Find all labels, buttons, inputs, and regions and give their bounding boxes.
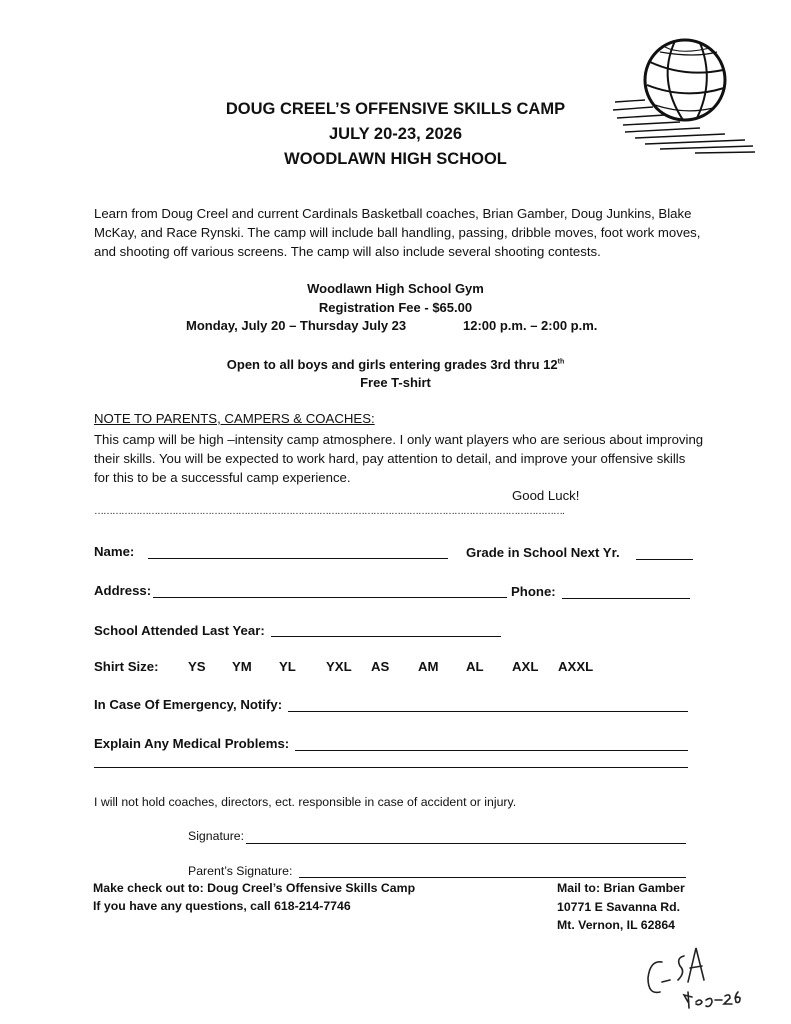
good-luck: Good Luck!	[512, 488, 580, 503]
shirt-size-ym[interactable]: YM	[232, 659, 252, 674]
shirt-size-axl[interactable]: AXL	[512, 659, 539, 674]
address-field[interactable]	[153, 597, 507, 598]
check-payable-line: Make check out to: Doug Creel’s Offensive Skills Camp	[93, 881, 416, 895]
shirt-size-yxl[interactable]: YXL	[326, 659, 352, 674]
grade-label: Grade in School Next Yr.	[466, 545, 620, 560]
intro-paragraph: Learn from Doug Creel and current Cardinals Basketball coaches, Brian Gamber, Doug Junkins, Blake McKay, and Race Rynski. The camp will include ball handling, passing, dribble moves, foot work moves, and shooting off various screens. The camp will also include several shooting contests.	[94, 206, 701, 259]
eligibility-text: Open to all boys and girls entering grades 3rd thru 12	[226, 357, 558, 372]
note-body: This camp will be high –intensity camp atmosphere. I only want players who are serious about improving their skills. You will be expected to work hard, pay attention to detail, and improve your offensive skills for this to be a successful camp experience.	[94, 432, 704, 485]
shirt-size-am[interactable]: AM	[418, 659, 439, 674]
camp-time-range: 12:00 p.m. – 2:00 p.m.	[463, 318, 598, 333]
shirt-size-axxl[interactable]: AXXL	[558, 659, 594, 674]
eligibility-line	[0, 357, 791, 372]
shirt-size-label: Shirt Size:	[94, 659, 159, 674]
shirt-size-ys[interactable]: YS	[188, 659, 206, 674]
grade-field[interactable]	[636, 559, 693, 560]
signature-label: Signature:	[188, 829, 245, 843]
questions-line: If you have any questions, call 618-214-7746	[93, 899, 351, 913]
camp-dates-title: JULY 20-23, 2026	[328, 125, 463, 143]
registration-fee: Registration Fee - $65.00	[318, 300, 473, 315]
name-label: Name:	[94, 544, 135, 559]
note-heading: NOTE TO PARENTS, CAMPERS & COACHES:	[94, 411, 375, 426]
camp-title: DOUG CREEL’S OFFENSIVE SKILLS CAMP	[225, 100, 566, 118]
camp-school-title: WOODLAWN HIGH SCHOOL	[284, 150, 507, 168]
medical-label: Explain Any Medical Problems:	[94, 736, 290, 751]
signature-field[interactable]	[246, 843, 686, 844]
mail-to-city: Mt. Vernon, IL 62864	[557, 918, 676, 932]
medical-field-line-2[interactable]	[94, 767, 688, 768]
tshirt-line: Free T-shirt	[360, 375, 431, 390]
dotted-separator: ………………………………………………………………………………………………………………………………………….	[94, 506, 564, 517]
emergency-field[interactable]	[288, 711, 688, 712]
school-field[interactable]	[271, 636, 501, 637]
shirt-size-al[interactable]: AL	[466, 659, 484, 674]
mail-to-street: 10771 E Savanna Rd.	[557, 900, 681, 914]
parent-signature-label: Parent’s Signature:	[188, 864, 293, 878]
handwritten-approval-mark	[640, 940, 760, 1015]
medical-field[interactable]	[295, 750, 688, 751]
camp-date-range: Monday, July 20 – Thursday July 23	[186, 318, 407, 333]
waiver-text: I will not hold coaches, directors, ect. responsible in case of accident or injury.	[94, 795, 517, 809]
shirt-size-as[interactable]: AS	[371, 659, 390, 674]
school-label: School Attended Last Year:	[94, 623, 265, 638]
phone-label: Phone:	[511, 584, 556, 599]
mail-to-name: Mail to: Brian Gamber	[557, 881, 685, 895]
address-label: Address:	[94, 583, 152, 598]
parent-signature-field[interactable]	[299, 877, 686, 878]
phone-field[interactable]	[562, 598, 690, 599]
shirt-size-yl[interactable]: YL	[279, 659, 296, 674]
eligibility-superscript: th	[557, 358, 565, 366]
name-field[interactable]	[148, 558, 448, 559]
camp-location: Woodlawn High School Gym	[307, 281, 484, 296]
emergency-label: In Case Of Emergency, Notify:	[94, 697, 283, 712]
